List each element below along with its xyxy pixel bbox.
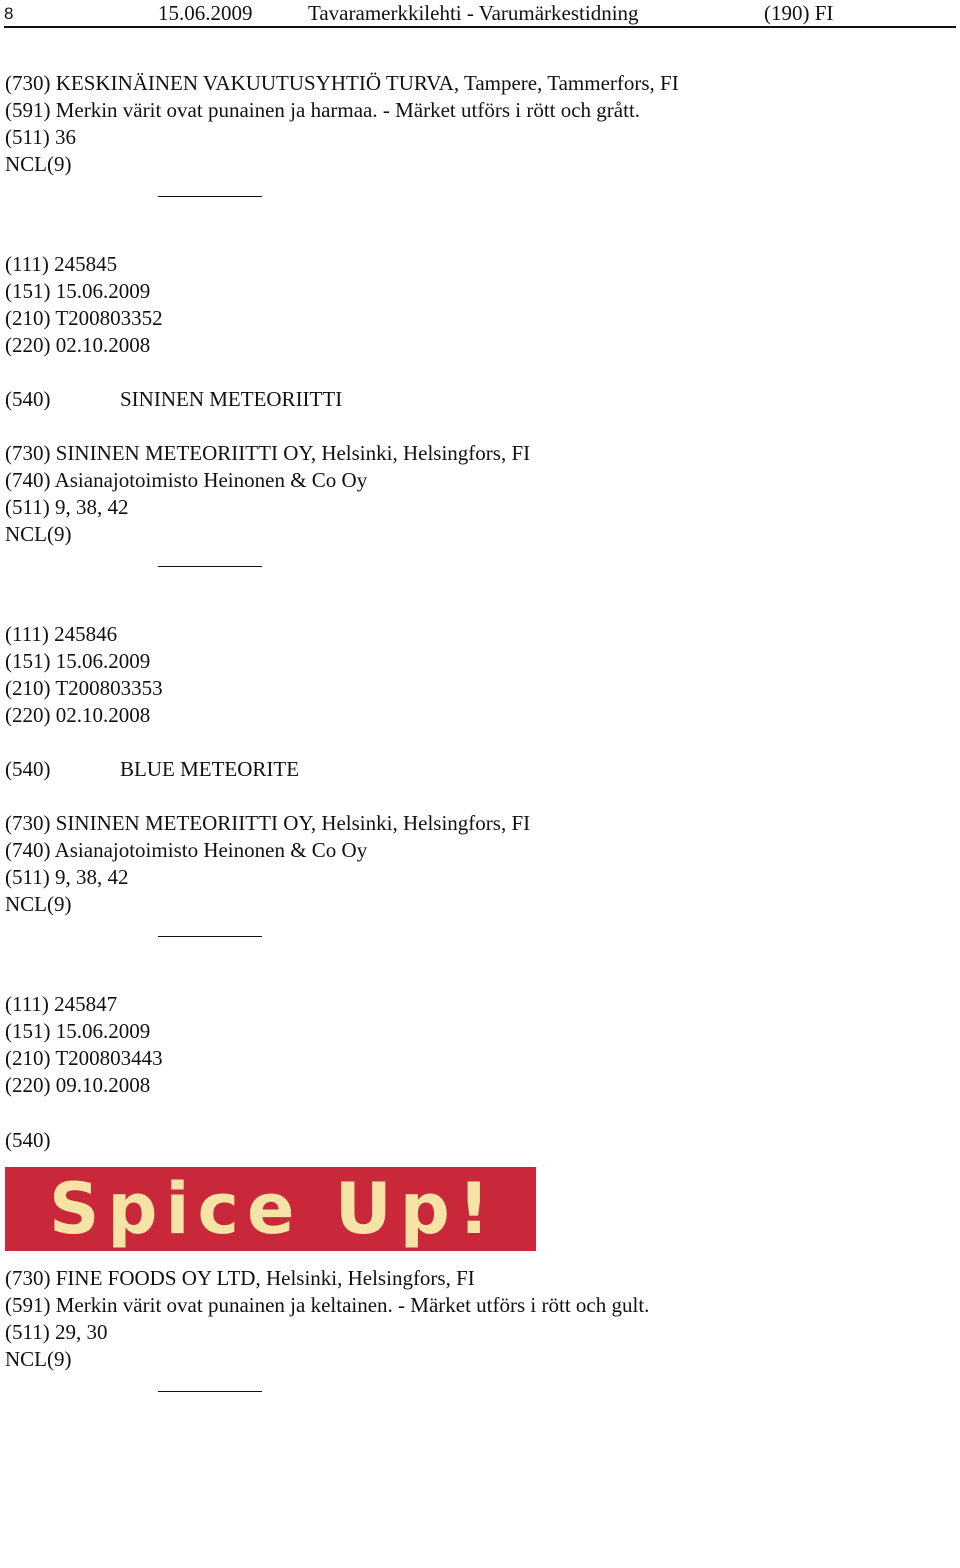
issue-number: (190) FI [764, 1, 834, 25]
header-date: 15.06.2009 [158, 1, 253, 25]
registration-date: (151) 15.06.2009 [5, 1019, 151, 1043]
trademark-logo: Spice Up! [5, 1167, 536, 1251]
classes-line: (511) 29, 30 [5, 1320, 108, 1344]
owner-line: (730) SININEN METEORIITTI OY, Helsinki, Helsingfors, FI [5, 811, 531, 835]
mark-row [5, 756, 955, 783]
registration-number: (111) 245847 [5, 992, 118, 1016]
entry-separator [158, 1391, 262, 1392]
application-number: (210) T200803443 [5, 1046, 163, 1070]
owner-line: (730) KESKINÄINEN VAKUUTUSYHTIÖ TURVA, Tampere, Tammerfors, FI [5, 71, 679, 95]
filing-date: (220) 02.10.2008 [5, 703, 151, 727]
agent-line: (740) Asianajotoimisto Heinonen & Co Oy [5, 468, 368, 492]
classes-line: (511) 9, 38, 42 [5, 865, 129, 889]
filing-date: (220) 09.10.2008 [5, 1073, 151, 1097]
ncl-line: NCL(9) [5, 152, 72, 176]
agent-line: (740) Asianajotoimisto Heinonen & Co Oy [5, 838, 368, 862]
mark-code: (540) [5, 1128, 51, 1152]
owner-line: (730) SININEN METEORIITTI OY, Helsinki, Helsingfors, FI [5, 441, 531, 465]
page-header [4, 0, 956, 28]
trademark-entry [5, 251, 955, 567]
colors-line: (591) Merkin värit ovat punainen ja keltainen. - Märket utförs i rött och gult. [5, 1293, 650, 1317]
classes-line: (511) 9, 38, 42 [5, 495, 129, 519]
entry-separator [158, 566, 262, 567]
mark-text: BLUE METEORITE [120, 757, 300, 781]
registration-date: (151) 15.06.2009 [5, 649, 151, 673]
trademark-entry [5, 991, 955, 1392]
filing-date: (220) 02.10.2008 [5, 333, 151, 357]
mark-code: (540) [5, 757, 51, 781]
owner-line: (730) FINE FOODS OY LTD, Helsinki, Helsingfors, FI [5, 1266, 475, 1290]
entry-separator [158, 936, 262, 937]
registration-date: (151) 15.06.2009 [5, 279, 151, 303]
ncl-line: NCL(9) [5, 522, 72, 546]
trademark-entry [5, 70, 955, 197]
registration-number: (111) 245845 [5, 252, 118, 276]
mark-text: SININEN METEORIITTI [120, 387, 343, 411]
mark-code: (540) [5, 387, 51, 411]
classes-line: (511) 36 [5, 125, 76, 149]
ncl-line: NCL(9) [5, 892, 72, 916]
application-number: (210) T200803352 [5, 306, 163, 330]
entry-separator [158, 196, 262, 197]
application-number: (210) T200803353 [5, 676, 163, 700]
publication-title: Tavaramerkkilehti - Varumärkestidning [308, 1, 639, 25]
registration-number: (111) 245846 [5, 622, 118, 646]
document-body [5, 70, 955, 1392]
mark-row [5, 386, 955, 413]
trademark-entry [5, 621, 955, 937]
colors-line: (591) Merkin värit ovat punainen ja harmaa. - Märket utförs i rött och grått. [5, 98, 641, 122]
page-number: 8 [4, 4, 14, 23]
ncl-line: NCL(9) [5, 1347, 72, 1371]
